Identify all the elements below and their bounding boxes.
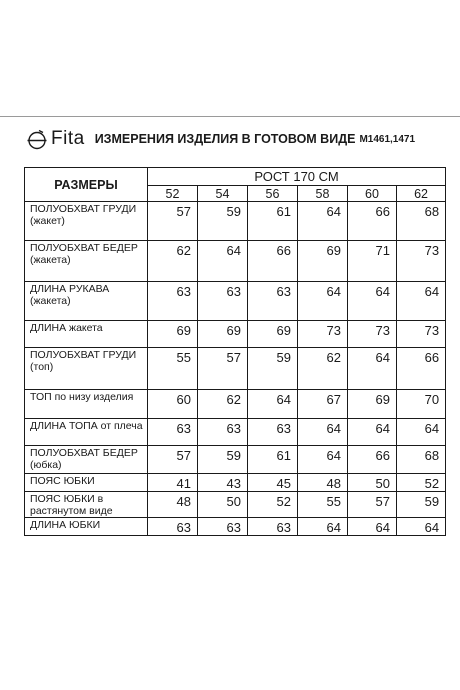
measurement-value: 70 (397, 390, 446, 419)
measurement-label: ДЛИНА ТОПА от плеча (25, 419, 148, 446)
measurement-value: 69 (348, 390, 397, 419)
table-row (25, 474, 446, 492)
measurement-value: 64 (298, 419, 348, 446)
measurement-value: 64 (348, 419, 397, 446)
measurement-value: 63 (148, 518, 198, 536)
table-row (25, 282, 446, 321)
measurement-value: 57 (148, 202, 198, 241)
table-row (25, 321, 446, 348)
measurement-value: 61 (248, 202, 298, 241)
table-row (25, 241, 446, 282)
measurement-value: 69 (298, 241, 348, 282)
measurement-value: 61 (248, 446, 298, 474)
measurement-value: 66 (248, 241, 298, 282)
top-divider (0, 116, 460, 117)
measurement-value: 67 (298, 390, 348, 419)
measurement-value: 64 (397, 518, 446, 536)
measurement-value: 64 (298, 282, 348, 321)
measurement-value: 71 (348, 241, 397, 282)
size-cell: 58 (298, 186, 348, 202)
size-cell: 62 (397, 186, 446, 202)
measurement-value: 60 (148, 390, 198, 419)
measurement-value: 52 (397, 474, 446, 492)
size-cell: 60 (348, 186, 397, 202)
measurement-label: ПОЛУОБХВАТ ГРУДИ (жакет) (25, 202, 148, 241)
measurement-value: 43 (198, 474, 248, 492)
measurement-value: 69 (148, 321, 198, 348)
measurement-value: 68 (397, 446, 446, 474)
measurement-value: 63 (248, 419, 298, 446)
measurement-value: 50 (198, 492, 248, 518)
measurement-label: ТОП по низу изделия (25, 390, 148, 419)
measurement-label: ПОЯС ЮБКИ в растянутом виде (25, 492, 148, 518)
measurement-value: 64 (348, 282, 397, 321)
measurement-value: 63 (148, 282, 198, 321)
measurement-value: 64 (298, 518, 348, 536)
model-number: М1461,1471 (359, 133, 416, 145)
measurement-value: 62 (298, 348, 348, 390)
measurement-value: 52 (248, 492, 298, 518)
table-row (25, 390, 446, 419)
measurement-value: 66 (397, 348, 446, 390)
size-cell: 56 (248, 186, 298, 202)
measurement-label: ДЛИНА жакета (25, 321, 148, 348)
measurement-value: 57 (198, 348, 248, 390)
measurement-value: 50 (348, 474, 397, 492)
measurement-value: 64 (348, 348, 397, 390)
measurement-label: ДЛИНА ЮБКИ (25, 518, 148, 536)
measurement-value: 63 (248, 282, 298, 321)
measurement-value: 63 (198, 419, 248, 446)
measurement-value: 63 (198, 282, 248, 321)
measurement-value: 64 (248, 390, 298, 419)
page-title: ИЗМЕРЕНИЯ ИЗДЕЛИЯ В ГОТОВОМ ВИДЕ (94, 132, 356, 146)
table-row (25, 202, 446, 241)
table-row (25, 419, 446, 446)
measurement-label: ПОЛУОБХВАТ БЕДЕР (жакета) (25, 241, 148, 282)
measurement-value: 73 (348, 321, 397, 348)
measurement-value: 64 (298, 202, 348, 241)
measurement-label: ПОЯС ЮБКИ (25, 474, 148, 492)
measurement-value: 59 (198, 446, 248, 474)
measurement-value: 41 (148, 474, 198, 492)
measurement-value: 69 (198, 321, 248, 348)
measurement-value: 55 (148, 348, 198, 390)
growth-header: РОСТ 170 СМ (148, 168, 446, 186)
table-row (25, 492, 446, 518)
measurement-value: 66 (348, 202, 397, 241)
measurement-value: 63 (248, 518, 298, 536)
measurement-value: 57 (148, 446, 198, 474)
measurement-value: 63 (198, 518, 248, 536)
measurement-value: 48 (298, 474, 348, 492)
measurement-value: 64 (198, 241, 248, 282)
table-row (25, 446, 446, 474)
page-header (26, 126, 415, 152)
measurement-value: 64 (397, 282, 446, 321)
measurement-value: 69 (248, 321, 298, 348)
measurement-value: 66 (348, 446, 397, 474)
measurement-value: 73 (298, 321, 348, 348)
sizes-header: РАЗМЕРЫ (25, 168, 148, 202)
measurement-value: 73 (397, 241, 446, 282)
measurement-value: 45 (248, 474, 298, 492)
measurement-value: 62 (148, 241, 198, 282)
measurement-label: ПОЛУОБХВАТ БЕДЕР (юбка) (25, 446, 148, 474)
measurement-value: 59 (248, 348, 298, 390)
fita-logo-icon (26, 128, 48, 150)
measurement-value: 48 (148, 492, 198, 518)
table-row (25, 348, 446, 390)
measurement-value: 62 (198, 390, 248, 419)
measurement-value: 73 (397, 321, 446, 348)
measurement-value: 63 (148, 419, 198, 446)
measurement-label: ПОЛУОБХВАТ ГРУДИ (топ) (25, 348, 148, 390)
measurement-value: 64 (397, 419, 446, 446)
table-row (25, 518, 446, 536)
measurement-value: 68 (397, 202, 446, 241)
measurement-value: 59 (397, 492, 446, 518)
measurement-value: 64 (298, 446, 348, 474)
measurement-value: 55 (298, 492, 348, 518)
size-cell: 52 (148, 186, 198, 202)
measurements-table (24, 167, 446, 536)
measurement-value: 59 (198, 202, 248, 241)
measurement-value: 64 (348, 518, 397, 536)
size-cell: 54 (198, 186, 248, 202)
brand-name: Fita (51, 128, 85, 149)
measurement-label: ДЛИНА РУКАВА (жакета) (25, 282, 148, 321)
measurement-value: 57 (348, 492, 397, 518)
